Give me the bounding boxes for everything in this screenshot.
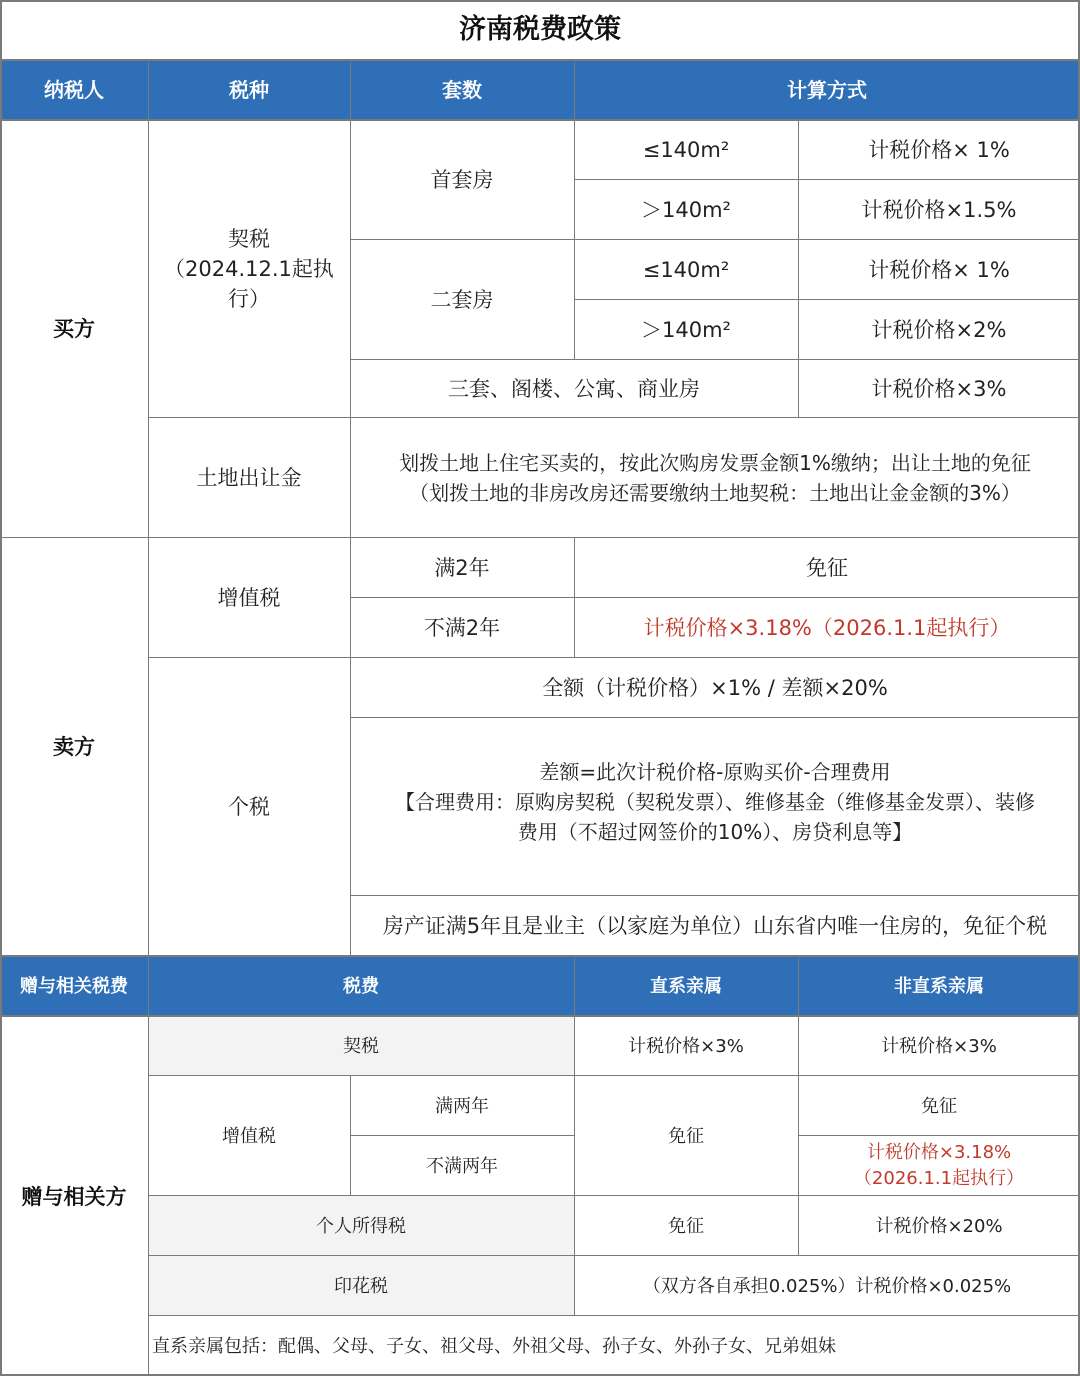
- gift-deed-direct: 计税价格×3%: [628, 1035, 744, 1057]
- header-gift-fees: 赠与相关税费: [0, 956, 148, 1016]
- grid-line: [574, 60, 575, 360]
- second-le140: ≤140m²: [642, 258, 730, 282]
- seller-over2: 满2年: [434, 556, 490, 580]
- page-title: 济南税费政策: [459, 14, 621, 45]
- grid-line: [148, 1255, 1080, 1256]
- gift-pit-non-direct: 计税价格×20%: [875, 1215, 1003, 1237]
- diff-line3: 费用（不超过网签价的10%）、房贷利息等】: [517, 820, 913, 844]
- first-home: 首套房: [430, 168, 494, 192]
- gift-pit-direct: 免征: [668, 1215, 704, 1237]
- grid-line: [350, 717, 1080, 718]
- diff-line1: 差额=此次计税价格-原购买价-合理费用: [539, 760, 891, 784]
- seller-under2-rate: 计税价格×3.18%（2026.1.1起执行）: [643, 616, 1011, 640]
- diff-explanation: [350, 718, 1080, 896]
- seller-under2: 不满2年: [423, 616, 501, 640]
- grid-line: [350, 359, 1080, 360]
- grid-line: [350, 1076, 351, 1196]
- land-fee-desc: [350, 418, 1080, 538]
- header-non-direct: 非直系亲属: [798, 956, 1080, 1016]
- header-taxpayer: 纳税人: [0, 60, 148, 120]
- gift-stamp-rate: （双方各自承担0.025%）计税价格×0.025%: [642, 1275, 1012, 1297]
- grid-line: [798, 956, 799, 1256]
- grid-line: [148, 417, 1080, 418]
- grid-line: [0, 59, 1080, 61]
- grid-line: [350, 60, 351, 956]
- header-fees: 税费: [148, 956, 574, 1016]
- grid-line: [574, 956, 575, 1316]
- second-gt140-rate: 计税价格×2%: [871, 318, 1007, 342]
- grid-line: [148, 1075, 1080, 1076]
- diff-line2: 【合理费用：原购房契税（契税发票）、维修基金（维修基金发票）、装修: [395, 790, 1035, 814]
- grid-line: [350, 895, 1080, 896]
- gift-stamp-duty: 印花税: [148, 1256, 574, 1316]
- gift-vat-non-direct-under2: [798, 1136, 1080, 1196]
- gift-pit: 个人所得税: [148, 1196, 574, 1256]
- third-plus: 三套、阁楼、公寓、商业房: [448, 377, 700, 401]
- grid-line: [148, 60, 149, 1376]
- second-gt140: ＞140m²: [641, 318, 731, 342]
- grid-line: [148, 1315, 1080, 1316]
- exempt-note: 房产证满5年且是业主（以家庭为单位）山东省内唯一住房的，免征个税: [382, 914, 1048, 938]
- grid-line: [798, 120, 799, 418]
- header-direct: 直系亲属: [574, 956, 798, 1016]
- gift-vat: 增值税: [222, 1125, 276, 1147]
- grid-line: [574, 299, 1080, 300]
- first-gt140: ＞140m²: [641, 198, 731, 222]
- second-home: 二套房: [430, 288, 494, 312]
- second-le140-rate: 计税价格× 1%: [868, 258, 1010, 282]
- gift-footnote: 直系亲属包括：配偶、父母、子女、祖父母、外祖父母、孙子女、外孙子女、兄弟姐妹: [152, 1335, 836, 1357]
- grid-line: [0, 955, 1080, 957]
- grid-line: [148, 1195, 1080, 1196]
- grid-line: [0, 1015, 1080, 1017]
- gift-vat-non-direct-over2: 免征: [921, 1095, 957, 1117]
- grid-line: [0, 119, 1080, 121]
- land-fee-line2: （划拨土地的非房改房还需要缴纳土地契税：土地出让金金额的3%）: [409, 481, 1021, 505]
- gift-under2: 不满两年: [426, 1155, 498, 1177]
- grid-line: [574, 179, 1080, 180]
- first-le140-rate: 计税价格× 1%: [868, 138, 1010, 162]
- grid-line: [798, 1135, 1080, 1136]
- seller-over2-rate: 免征: [806, 556, 848, 580]
- deed-tax-cell: [148, 120, 350, 418]
- header-tax-type: 税种: [148, 60, 350, 120]
- gift-label: 赠与相关方: [21, 1185, 127, 1209]
- income-tax-label: 个税: [228, 795, 270, 819]
- grid-line: [0, 0, 2, 1376]
- gift-deed-tax: 契税: [148, 1016, 574, 1076]
- land-fee-label: 土地出让金: [196, 466, 302, 490]
- buyer-label: 买方: [53, 317, 95, 341]
- gift-vat-direct: 免征: [668, 1125, 704, 1147]
- header-method: 计算方式: [574, 60, 1080, 120]
- grid-line: [0, 1374, 1080, 1376]
- grid-line: [350, 1135, 574, 1136]
- third-plus-rate: 计税价格×3%: [871, 377, 1007, 401]
- grid-line: [0, 0, 1080, 2]
- gift-deed-non-direct: 计税价格×3%: [881, 1035, 997, 1057]
- gift-vat-under2-rate: 计税价格×3.18%: [866, 1142, 1012, 1163]
- income-tax-rate: 全额（计税价格）×1% / 差额×20%: [542, 676, 888, 700]
- grid-line: [0, 537, 1080, 538]
- seller-label: 卖方: [53, 735, 95, 759]
- land-fee-line1: 划拨土地上住宅买卖的，按此次购房发票金额1%缴纳；出让土地的免征: [399, 451, 1031, 475]
- grid-line: [350, 597, 1080, 598]
- gift-over2: 满两年: [435, 1095, 489, 1117]
- grid-line: [574, 538, 575, 658]
- header-units: 套数: [350, 60, 574, 120]
- seller-vat-label: 增值税: [217, 586, 281, 610]
- grid-line: [350, 239, 1080, 240]
- grid-line: [148, 657, 1080, 658]
- first-gt140-rate: 计税价格×1.5%: [861, 198, 1017, 222]
- first-le140: ≤140m²: [642, 138, 730, 162]
- gift-vat-under2-date: （2026.1.1起执行）: [853, 1168, 1025, 1189]
- deed-tax-note: （2024.12.1起执行）: [164, 257, 334, 311]
- deed-tax-label: 契税: [228, 227, 270, 251]
